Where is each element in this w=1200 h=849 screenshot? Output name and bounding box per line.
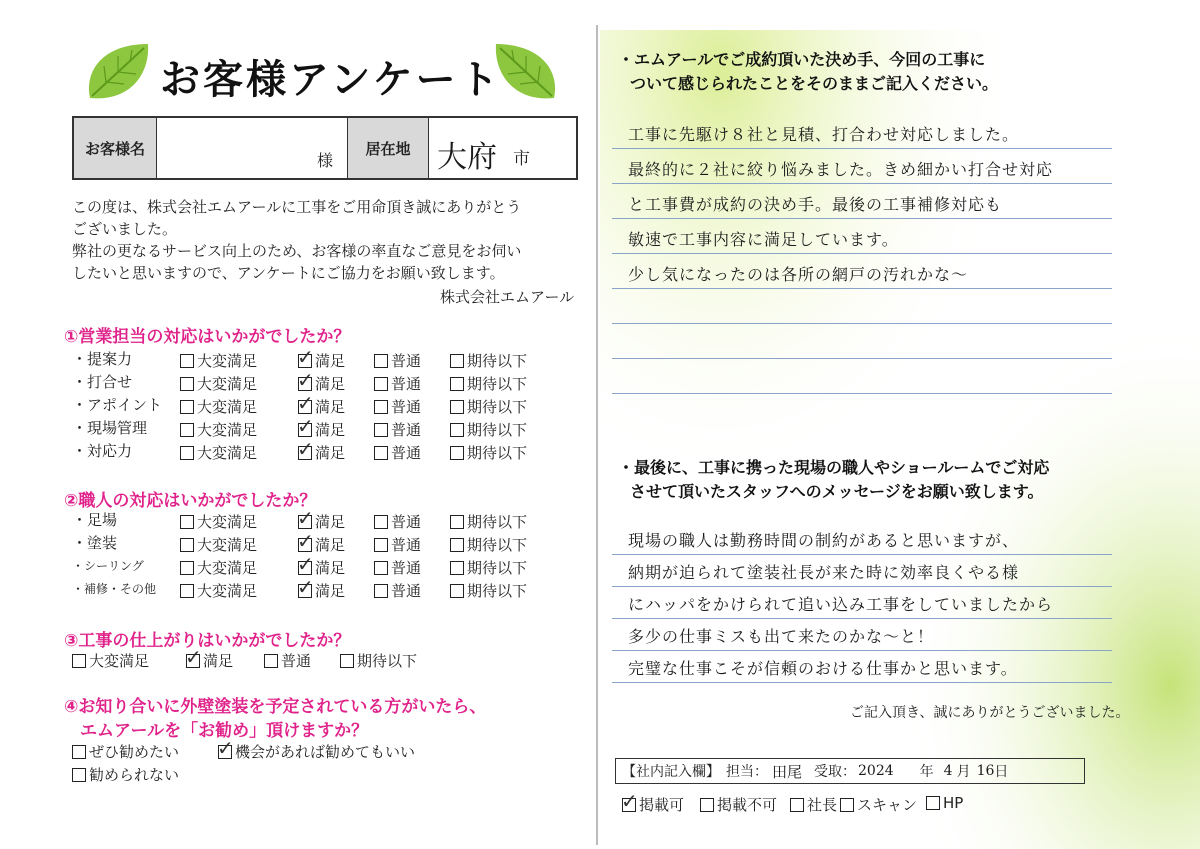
checkbox[interactable]: [180, 423, 194, 437]
option[interactable]: [450, 580, 527, 601]
checkbox[interactable]: [180, 538, 194, 552]
checkbox[interactable]: [180, 446, 194, 460]
date-day: 16: [976, 763, 995, 779]
option-label: 大変満足: [197, 375, 258, 393]
option[interactable]: [264, 650, 311, 671]
question-item-label: ・足場: [72, 511, 118, 529]
checkmark-icon: ✓: [297, 390, 314, 415]
option-label: 大変満足: [197, 559, 258, 577]
customer-name-cell: [157, 118, 348, 178]
checkbox[interactable]: [700, 798, 714, 812]
option-label: 普通: [391, 444, 422, 462]
checkbox[interactable]: [374, 446, 388, 460]
q5-question: [618, 48, 998, 96]
option-label: 期待以下: [357, 652, 418, 670]
ruled-line: [612, 393, 1112, 394]
option-label: 普通: [391, 398, 422, 416]
question-item-label: ・打合せ: [72, 373, 133, 391]
checkbox[interactable]: [297, 551, 314, 576]
ruled-line: [612, 650, 1112, 651]
question-item-label: ・対応力: [72, 442, 133, 460]
checkbox[interactable]: [374, 354, 388, 368]
option[interactable]: [450, 442, 527, 463]
checkmark-icon: ✓: [297, 551, 314, 576]
checkbox[interactable]: [340, 654, 354, 668]
intro-line: ございました。: [72, 220, 178, 238]
tanto-label: 担当：: [726, 764, 768, 780]
option-label: 社長: [807, 796, 838, 814]
ruled-line: [612, 682, 1112, 683]
option-label: HP: [943, 794, 964, 812]
option-label: 満足: [315, 444, 346, 462]
option[interactable]: [297, 574, 346, 601]
question-item-label: ・塗装: [72, 534, 118, 552]
checkbox[interactable]: [450, 400, 464, 414]
option[interactable]: [180, 534, 257, 555]
option[interactable]: [297, 436, 346, 463]
checkmark-icon: ✓: [217, 735, 234, 760]
checkmark-icon: ✓: [297, 574, 314, 599]
checkbox[interactable]: [621, 788, 638, 813]
option-label: 大変満足: [197, 352, 258, 370]
checkbox[interactable]: [374, 423, 388, 437]
checkbox[interactable]: [264, 654, 278, 668]
customer-name-label: お客様名: [74, 118, 157, 178]
option-label: 大変満足: [89, 652, 150, 670]
green-leaf-background: [600, 30, 1200, 849]
checkbox[interactable]: [297, 413, 314, 438]
option-label: 満足: [315, 513, 346, 531]
handwritten-line: 工事に先駆け８社と見積、打合わせ対応しました。: [628, 125, 1020, 144]
q4-heading-line1: ④お知り合いに外壁塗装を予定されている方がいたら、: [64, 697, 487, 717]
checkmark-icon: ✓: [297, 344, 314, 369]
customer-info-table: [72, 116, 578, 180]
option-label: 普通: [391, 513, 422, 531]
month-label: 月: [956, 764, 971, 780]
option-label: 普通: [391, 375, 422, 393]
option-label: 普通: [281, 652, 312, 670]
option[interactable]: [374, 557, 421, 578]
option-label: 普通: [391, 559, 422, 577]
ruled-line: [612, 554, 1112, 555]
question-item-label: ・補修・その他: [72, 582, 157, 596]
option-label: 満足: [315, 352, 346, 370]
option[interactable]: [374, 511, 421, 532]
q2-heading: ②職人の対応はいかがでしたか？: [64, 491, 317, 511]
option-label: 満足: [315, 375, 346, 393]
checkbox[interactable]: [926, 796, 940, 810]
checkbox[interactable]: [72, 654, 86, 668]
location-suffix: 市: [513, 149, 530, 169]
q6-line: させて頂いたスタッフへのメッセージをお願い致します。: [630, 482, 1044, 501]
company-name: 株式会社エムアール: [440, 288, 575, 306]
option[interactable]: [180, 557, 257, 578]
year-label: 年: [919, 764, 934, 780]
checkmark-icon: ✓: [297, 436, 314, 461]
checkbox[interactable]: [374, 538, 388, 552]
option[interactable]: [374, 396, 421, 417]
day-label: 日: [994, 764, 1009, 780]
option-label: 勧められない: [89, 766, 180, 784]
option[interactable]: [180, 419, 257, 440]
option[interactable]: [374, 350, 421, 371]
q4-option-2[interactable]: [217, 735, 416, 762]
location-label: 居在地: [348, 118, 429, 178]
handwritten-line: 現場の職人は勤務時間の制約があると思いますが、: [628, 531, 1020, 550]
option-label: 期待以下: [467, 513, 528, 531]
page-title: お客様アンケート: [160, 57, 502, 103]
checkmark-icon: ✓: [185, 644, 202, 669]
checkbox[interactable]: [217, 735, 234, 760]
option[interactable]: [450, 373, 527, 394]
date-month: 4: [943, 763, 953, 779]
q4-option-3[interactable]: [72, 764, 179, 785]
location-value: 大府: [437, 140, 497, 175]
checkbox[interactable]: [790, 798, 804, 812]
checkbox[interactable]: [374, 377, 388, 391]
uketori-label: 受取：: [814, 764, 857, 780]
option[interactable]: [72, 650, 149, 671]
question-item-label: ・アポイント: [72, 396, 163, 414]
option[interactable]: [180, 580, 257, 601]
checkbox[interactable]: [297, 390, 314, 415]
option-label: 大変満足: [197, 582, 258, 600]
handwritten-line: 完璧な仕事こそが信頼のおける仕事かと思います。: [628, 659, 1018, 678]
checkbox[interactable]: [180, 584, 194, 598]
ruled-line: [612, 586, 1112, 587]
option-label: 期待以下: [467, 421, 528, 439]
checkbox[interactable]: [297, 574, 314, 599]
checkbox[interactable]: [450, 446, 464, 460]
handwritten-line: にハッパをかけられて追い込み工事をしていましたから: [628, 595, 1054, 614]
intro-line: 弊社の更なるサービス向上のため、お客様の率直なご意見をお伺い: [72, 242, 522, 260]
q6-line: ・最後に、工事に携った現場の職人やショールームでご対応: [618, 458, 1050, 477]
checkbox[interactable]: [180, 377, 194, 391]
ruled-line: [612, 253, 1112, 254]
intro-text: [72, 196, 572, 284]
option-label: 普通: [391, 536, 422, 554]
option-label: 大変満足: [197, 536, 258, 554]
handwritten-line: 敏速で工事内容に満足しています。: [628, 230, 899, 249]
checkbox[interactable]: [374, 561, 388, 575]
option-label: 大変満足: [197, 513, 258, 531]
option-label: 大変満足: [197, 444, 258, 462]
checkbox[interactable]: [72, 768, 86, 782]
ruled-line: [612, 148, 1112, 149]
option[interactable]: [374, 534, 421, 555]
q6-question: [618, 456, 1049, 504]
checkbox[interactable]: [450, 377, 464, 391]
thanks-text: ご記入頂き、誠にありがとうございました。: [850, 705, 1130, 721]
checkbox[interactable]: [297, 367, 314, 392]
option[interactable]: [374, 442, 421, 463]
option-label: 期待以下: [467, 559, 528, 577]
checkbox[interactable]: [72, 745, 86, 759]
handwritten-line: 納期が迫られて塗装社長が来た時に効率良くやる様: [628, 563, 1020, 582]
ruled-line: [612, 358, 1112, 359]
handwritten-line: 最終的に２社に絞り悩みました。きめ細かい打合せ対応: [628, 160, 1054, 179]
checkbox[interactable]: [297, 505, 314, 530]
checkbox[interactable]: [180, 561, 194, 575]
option[interactable]: [180, 511, 257, 532]
option-label: 大変満足: [197, 421, 258, 439]
ruled-line: [612, 218, 1112, 219]
question-item-label: ・現場管理: [72, 419, 148, 437]
option[interactable]: [700, 794, 777, 815]
option-label: 期待以下: [467, 536, 528, 554]
option[interactable]: [180, 373, 257, 394]
checkbox[interactable]: [180, 354, 194, 368]
option-label: 満足: [315, 421, 346, 439]
option[interactable]: [450, 557, 527, 578]
checkbox[interactable]: [450, 354, 464, 368]
q1-heading: ①営業担当の対応はいかがでしたか？: [64, 327, 351, 347]
checkbox[interactable]: [450, 515, 464, 529]
location-cell: [429, 118, 575, 178]
q4-heading-line2: エムアールを「お勧め」頂けますか？: [80, 721, 369, 741]
checkbox[interactable]: [180, 515, 194, 529]
customer-name-suffix: 様: [316, 151, 333, 170]
option[interactable]: [374, 580, 421, 601]
option-label: 満足: [315, 582, 346, 600]
option-label: 普通: [391, 421, 422, 439]
option[interactable]: [180, 350, 257, 371]
checkmark-icon: ✓: [297, 367, 314, 392]
intro-line: したいと思いますので、アンケートにご協力をお願い致します。: [72, 264, 505, 282]
ruled-line: [612, 183, 1112, 184]
checkmark-icon: ✓: [621, 788, 638, 813]
option[interactable]: [450, 534, 527, 555]
ruled-line: [612, 288, 1112, 289]
option-label: 大変満足: [197, 398, 258, 416]
checkmark-icon: ✓: [297, 505, 314, 530]
checkbox[interactable]: [297, 528, 314, 553]
option-label: ぜひ勧めたい: [89, 743, 180, 761]
checkbox[interactable]: [180, 400, 194, 414]
q5-line: ついて感じられたことをそのままご記入ください。: [630, 74, 999, 93]
option[interactable]: [926, 794, 963, 812]
option-label: 期待以下: [467, 398, 528, 416]
leaf-icon-left: [84, 40, 154, 102]
option[interactable]: [374, 419, 421, 440]
option-label: スキャン: [857, 796, 918, 814]
intro-line: この度は、株式会社エムアールに工事をご用命頂き誠にありがとう: [72, 198, 522, 216]
option[interactable]: [621, 788, 685, 815]
checkbox[interactable]: [374, 400, 388, 414]
option-label: 満足: [315, 536, 346, 554]
checkbox[interactable]: [450, 561, 464, 575]
q3-heading: ③工事の仕上がりはいかがでしたか？: [64, 631, 351, 651]
checkbox[interactable]: [450, 538, 464, 552]
handwritten-line: 少し気になったのは各所の網戸の汚れかな〜: [628, 265, 969, 284]
option[interactable]: [374, 373, 421, 394]
checkbox[interactable]: [297, 436, 314, 461]
option-label: 期待以下: [467, 375, 528, 393]
option-label: 普通: [391, 582, 422, 600]
option-label: 期待以下: [467, 444, 528, 462]
option[interactable]: [450, 511, 527, 532]
option[interactable]: [450, 396, 527, 417]
handwritten-line: 多少の仕事ミスも出て来たのかな〜と！: [628, 627, 935, 646]
q5-line: ・エムアールでご成約頂いた決め手、今回の工事に: [618, 50, 986, 69]
checkbox[interactable]: [185, 644, 202, 669]
option-label: 満足: [203, 652, 234, 670]
option-label: 期待以下: [467, 352, 528, 370]
question-item-label: ・シーリング: [72, 559, 144, 573]
ruled-line: [612, 323, 1112, 324]
option-label: 期待以下: [467, 582, 528, 600]
question-item-label: ・提案力: [72, 350, 133, 368]
option[interactable]: [450, 419, 527, 440]
option-label: 機会があれば勧めてもいい: [235, 743, 416, 761]
center-divider: [596, 25, 598, 845]
option-label: 満足: [315, 398, 346, 416]
checkmark-icon: ✓: [297, 528, 314, 553]
option-label: 満足: [315, 559, 346, 577]
checkbox[interactable]: [374, 515, 388, 529]
option-label: 掲載不可: [717, 796, 778, 814]
date-year: 2024: [858, 763, 894, 779]
option[interactable]: [840, 794, 917, 815]
checkbox[interactable]: [297, 344, 314, 369]
option[interactable]: [790, 794, 837, 815]
option[interactable]: [180, 442, 257, 463]
checkbox[interactable]: [450, 584, 464, 598]
option[interactable]: [340, 650, 417, 671]
tanto-value: 田尾: [772, 762, 803, 781]
checkbox[interactable]: [840, 798, 854, 812]
checkbox[interactable]: [374, 584, 388, 598]
checkmark-icon: ✓: [297, 413, 314, 438]
internal-use-box: [615, 758, 1085, 784]
handwritten-line: と工事費が成約の決め手。最後の工事補修対応も: [628, 195, 1003, 214]
checkbox[interactable]: [450, 423, 464, 437]
ruled-line: [612, 618, 1112, 619]
internal-label: 【社内記入欄】: [622, 764, 720, 780]
option[interactable]: [180, 396, 257, 417]
option-label: 掲載可: [639, 796, 685, 814]
option-label: 普通: [391, 352, 422, 370]
option[interactable]: [450, 350, 527, 371]
option[interactable]: [185, 644, 234, 671]
q4-option-1[interactable]: [72, 741, 179, 762]
